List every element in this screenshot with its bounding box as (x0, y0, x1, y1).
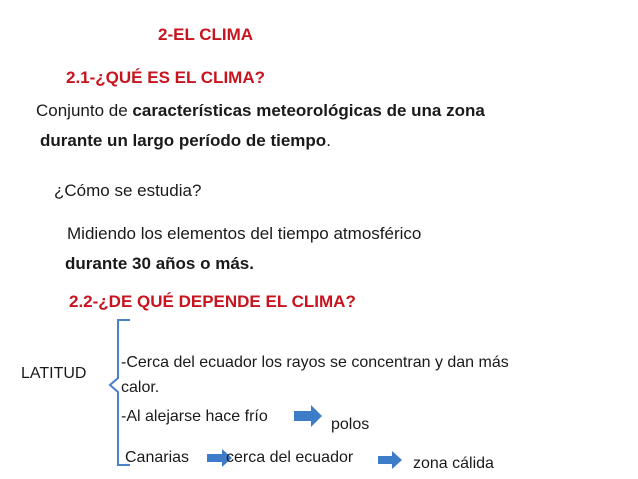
latitude-item-3-canarias: Canarias (125, 449, 190, 466)
arrow-icon-to-polos (294, 405, 322, 427)
arrow-icon-to-zona-calida (378, 451, 402, 469)
factor-latitud: LATITUD (21, 365, 87, 382)
definition-bold-text-2: durante un largo período de tiempo (40, 131, 327, 150)
definition-bold-text: características meteorológicas de una zona (132, 101, 485, 120)
section-heading-what-is-climate: 2.1-¿QUÉ ES EL CLIMA? (66, 68, 265, 87)
result-zona-calida: zona cálida (413, 455, 494, 472)
definition-period: . (326, 131, 331, 150)
study-answer-line-2: durante 30 años o más. (65, 254, 254, 273)
page-title: 2-EL CLIMA (158, 25, 254, 44)
study-question: ¿Cómo se estudia? (54, 181, 202, 200)
latitude-item-1-line-1: -Cerca del ecuador los rayos se concentran y dan más (121, 354, 509, 371)
definition-plain-text: Conjunto de (36, 101, 133, 120)
study-answer-line-1: Midiendo los elementos del tiempo atmosférico (67, 224, 422, 243)
result-polos: polos (331, 416, 370, 433)
latitude-item-3-near-equator: cerca del ecuador (226, 449, 354, 466)
latitude-item-1-line-2: calor. (121, 379, 160, 396)
latitude-item-2: -Al alejarse hace frío (121, 408, 268, 425)
section-heading-depends-on: 2.2-¿DE QUÉ DEPENDE EL CLIMA? (69, 292, 356, 311)
